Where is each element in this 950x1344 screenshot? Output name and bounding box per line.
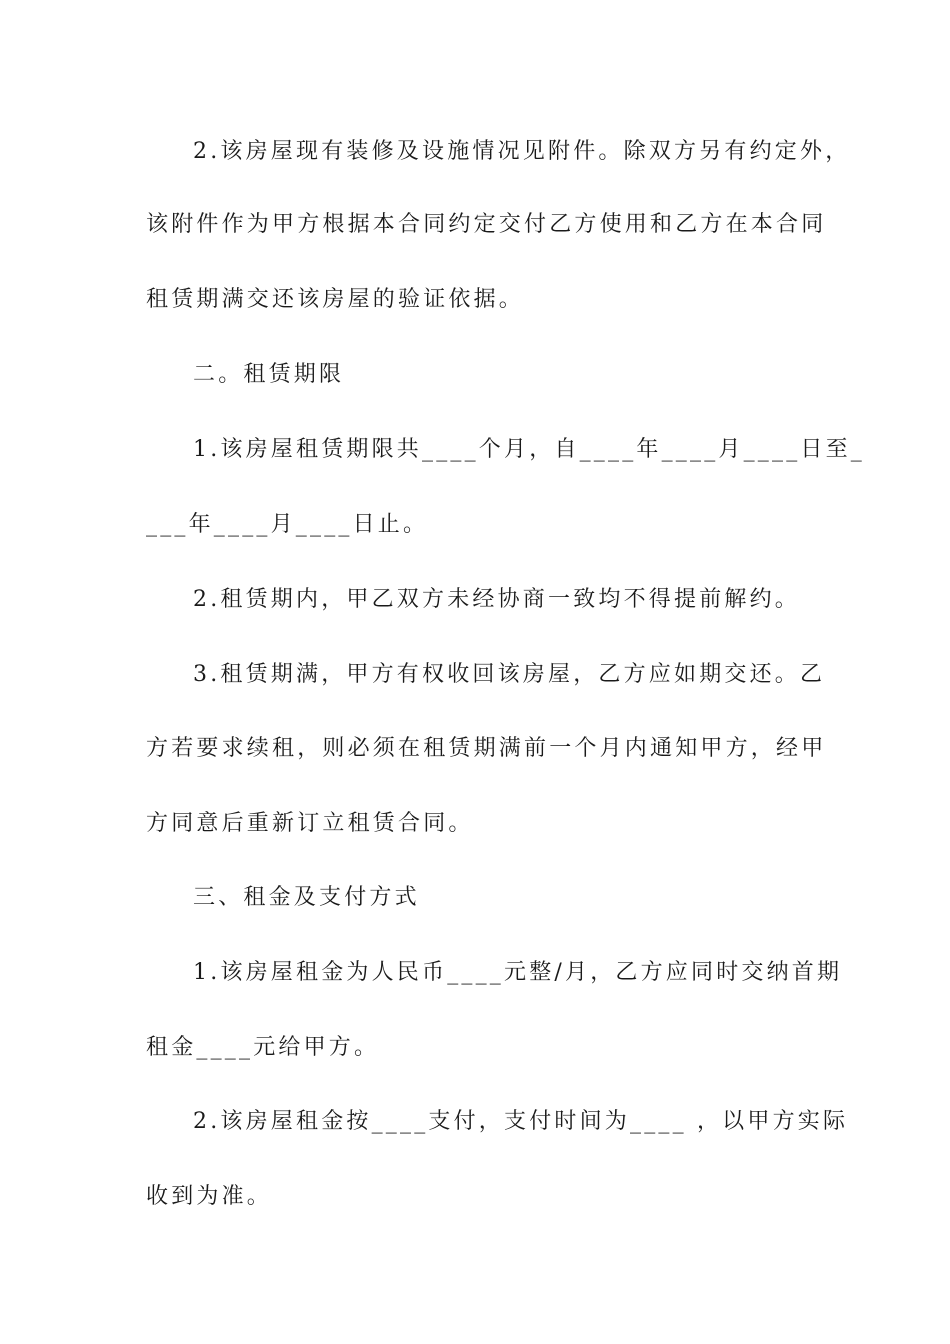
rent-clause-1-line-1: 1.该房屋租金为人民币____元整/月，乙方应同时交纳首期 <box>193 960 843 985</box>
term-clause-3-line-2: 方若要求续租，则必须在租赁期满前一个月内通知甲方，经甲 <box>146 736 827 761</box>
term-clause-2: 2.租赁期内，甲乙双方未经协商一致均不得提前解约。 <box>193 587 800 612</box>
section-heading-rent-payment: 三、租金及支付方式 <box>193 885 420 910</box>
term-clause-1-line-2: ___年____月____日止。 <box>146 512 429 537</box>
term-clause-3-line-1: 3.租赁期满，甲方有权收回该房屋，乙方应如期交还。乙 <box>193 662 826 687</box>
section-heading-lease-term: 二。租赁期限 <box>193 362 345 387</box>
term-clause-3-line-3: 方同意后重新订立租赁合同。 <box>146 811 474 836</box>
clause-2-line-3: 租赁期满交还该房屋的验证依据。 <box>146 287 525 312</box>
term-clause-1-line-1: 1.该房屋租赁期限共____个月，自____年____月____日至_ <box>193 437 865 462</box>
clause-2-line-1: 2.该房屋现有装修及设施情况见附件。除双方另有约定外， <box>193 139 851 164</box>
rent-clause-2-line-2: 收到为准。 <box>146 1184 273 1209</box>
rent-clause-1-line-2: 租金____元给甲方。 <box>146 1035 380 1060</box>
rent-clause-2-line-1: 2.该房屋租金按____支付，支付时间为____ ，以甲方实际 <box>193 1109 849 1134</box>
clause-2-line-2: 该附件作为甲方根据本合同约定交付乙方使用和乙方在本合同 <box>146 212 827 237</box>
